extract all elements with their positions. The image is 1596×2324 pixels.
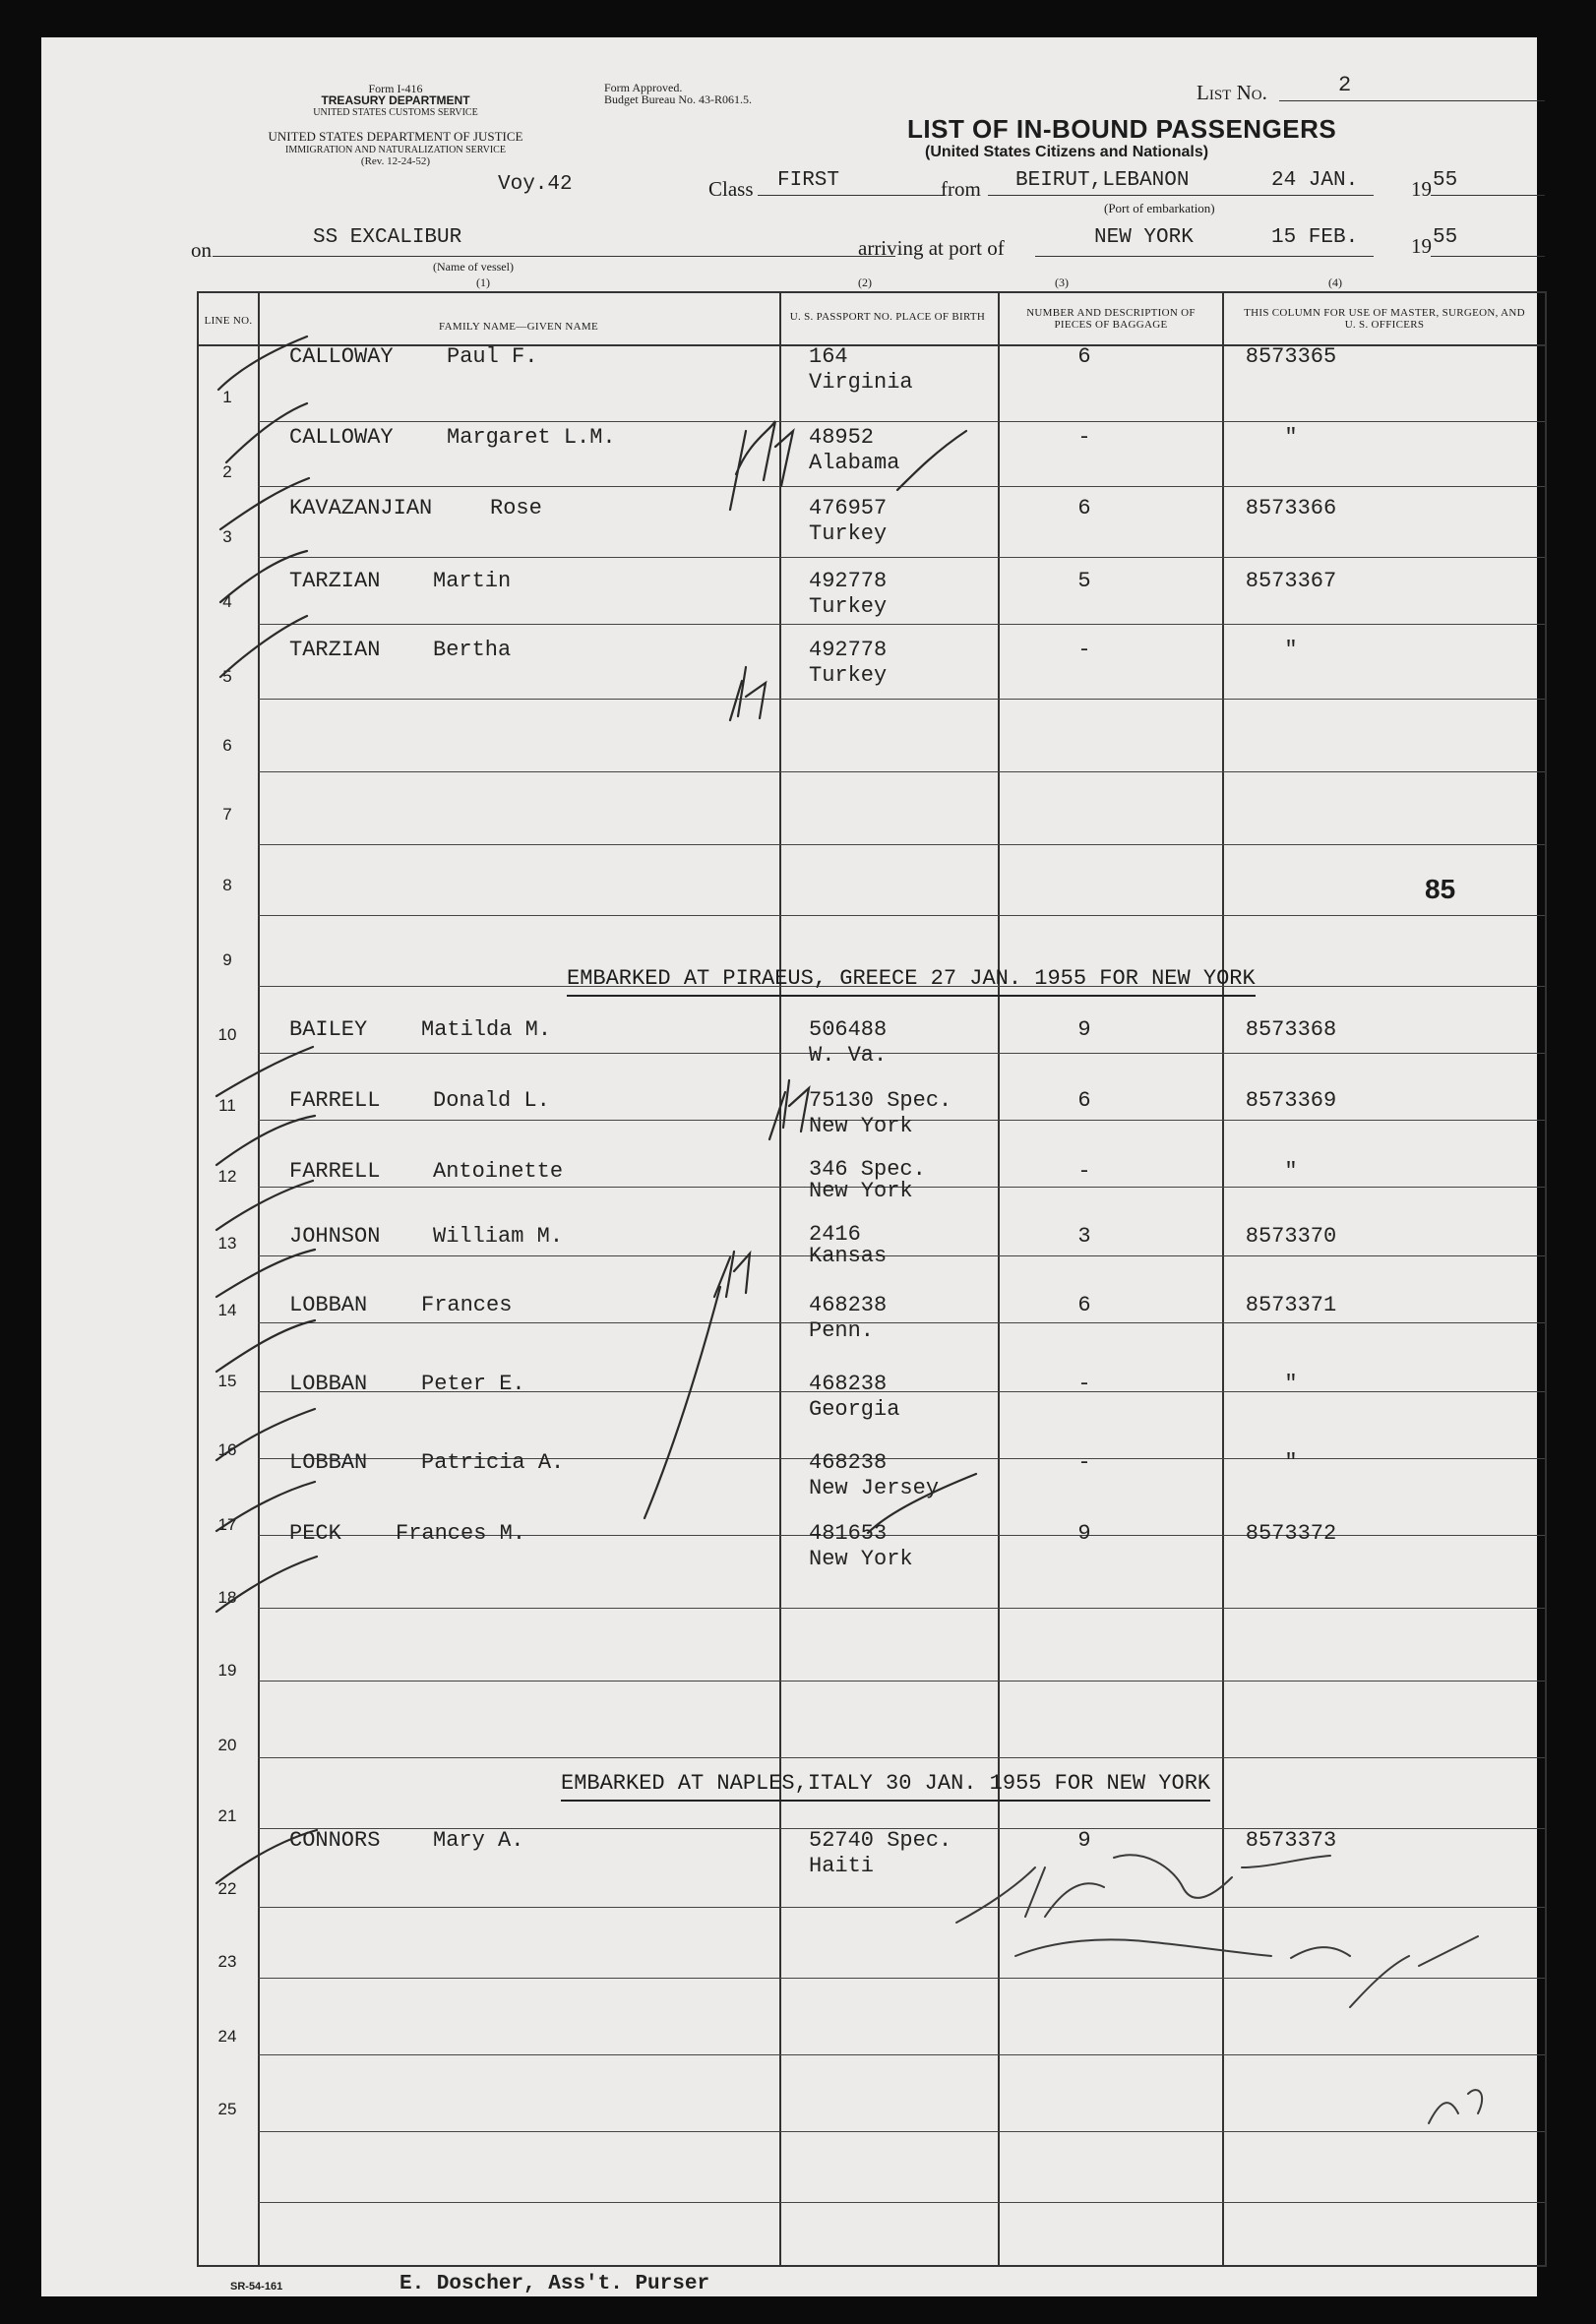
passport-birth: 468238 New Jersey bbox=[809, 1450, 940, 1500]
line-number: 2 bbox=[222, 462, 232, 481]
form-number: Form I-416 bbox=[368, 82, 423, 95]
given-name: Donald L. bbox=[433, 1088, 550, 1113]
family-name: KAVAZANJIAN bbox=[289, 496, 433, 520]
baggage: - bbox=[1077, 638, 1091, 662]
given-name: Peter E. bbox=[421, 1372, 525, 1396]
baggage: 3 bbox=[1077, 1224, 1091, 1249]
section-heading: EMBARKED AT NAPLES,ITALY 30 JAN. 1955 FOR NEW YORK bbox=[561, 1771, 1210, 1796]
family-name: LOBBAN bbox=[289, 1372, 368, 1396]
passport-birth: 468238 Georgia bbox=[809, 1372, 900, 1422]
from-label: from bbox=[941, 177, 981, 201]
vessel-caption: (Name of vessel) bbox=[433, 260, 514, 274]
passport-birth: 164 Virginia bbox=[809, 344, 913, 395]
customs-service: UNITED STATES CUSTOMS SERVICE bbox=[313, 107, 478, 118]
passport-birth: 346 Spec. New York bbox=[809, 1157, 926, 1203]
line-number: 1 bbox=[222, 388, 232, 406]
arrival-year: 55 bbox=[1433, 226, 1458, 249]
checkmark bbox=[868, 1474, 976, 1533]
baggage: - bbox=[1077, 1159, 1091, 1184]
checkmark bbox=[897, 431, 966, 490]
passport-birth: 2416 Kansas bbox=[809, 1222, 888, 1268]
baggage: - bbox=[1077, 1450, 1091, 1475]
baggage: - bbox=[1077, 1372, 1091, 1396]
checkmark bbox=[216, 1047, 313, 1096]
given-name: Frances bbox=[421, 1293, 513, 1317]
document-title: LIST OF IN-BOUND PASSENGERS bbox=[907, 114, 1337, 144]
col-number: (1) bbox=[476, 275, 490, 289]
line-number: 6 bbox=[222, 736, 232, 755]
line-number: 5 bbox=[222, 667, 232, 686]
given-name: Paul F. bbox=[447, 344, 538, 369]
line-number: 11 bbox=[218, 1096, 236, 1115]
given-name: Matilda M. bbox=[421, 1017, 552, 1042]
section-heading: EMBARKED AT PIRAEUS, GREECE 27 JAN. 1955 FOR NEW YORK bbox=[567, 966, 1256, 991]
family-name: TARZIAN bbox=[289, 638, 381, 662]
given-name: Martin bbox=[433, 569, 512, 593]
line-number: 19 bbox=[217, 1661, 237, 1680]
checkmark bbox=[216, 1250, 315, 1297]
checkmark bbox=[216, 1557, 317, 1612]
family-name: FARRELL bbox=[289, 1159, 381, 1184]
given-name: William M. bbox=[433, 1224, 564, 1249]
given-name: Bertha bbox=[433, 638, 512, 662]
passport-birth: 75130 Spec. New York bbox=[809, 1088, 952, 1138]
arrival-year-prefix: 19 bbox=[1411, 234, 1432, 258]
line-number: 25 bbox=[217, 2100, 237, 2118]
baggage: 6 bbox=[1077, 1293, 1091, 1317]
signature-mark bbox=[1015, 1939, 1350, 1958]
baggage: 6 bbox=[1077, 344, 1091, 369]
baggage: 5 bbox=[1077, 569, 1091, 593]
officer-number: 8573371 bbox=[1245, 1293, 1337, 1317]
line-number: 21 bbox=[217, 1806, 237, 1825]
given-name: Antoinette bbox=[433, 1159, 564, 1184]
family-name: FARRELL bbox=[289, 1088, 381, 1113]
checkmark bbox=[226, 403, 307, 462]
embark-year-prefix: 19 bbox=[1411, 177, 1432, 201]
line-number: 7 bbox=[222, 805, 232, 824]
revision: (Rev. 12-24-52) bbox=[360, 155, 431, 167]
justice-dept: UNITED STATES DEPARTMENT OF JUSTICE bbox=[268, 129, 523, 144]
header-line-no: LINE NO. bbox=[204, 315, 253, 327]
purser-signature: E. Doscher, Ass't. Purser bbox=[399, 2273, 710, 2295]
passport-birth: 492778 Turkey bbox=[809, 638, 888, 688]
officer-number: 8573370 bbox=[1245, 1224, 1337, 1249]
checkmark bbox=[220, 551, 307, 602]
line-number: 12 bbox=[217, 1167, 237, 1186]
checkmark bbox=[220, 478, 309, 529]
list-no-value: 2 bbox=[1338, 73, 1352, 97]
treasury-dept: TREASURY DEPARTMENT bbox=[321, 93, 470, 107]
initials-mark bbox=[730, 421, 793, 510]
initials-mark bbox=[730, 667, 766, 720]
passport-birth: 468238 Penn. bbox=[809, 1293, 888, 1343]
line-number: 15 bbox=[217, 1372, 237, 1390]
line-number: 24 bbox=[217, 2027, 237, 2046]
family-name: CALLOWAY bbox=[289, 344, 394, 369]
baggage: 9 bbox=[1077, 1017, 1091, 1042]
given-name: Margaret L.M. bbox=[447, 425, 616, 450]
family-name: TARZIAN bbox=[289, 569, 381, 593]
given-name: Rose bbox=[490, 496, 542, 520]
header-passport: U. S. PASSPORT NO. PLACE OF BIRTH bbox=[789, 311, 986, 323]
family-name: LOBBAN bbox=[289, 1450, 368, 1475]
budget-bureau: Budget Bureau No. 43-R061.5. bbox=[604, 92, 752, 106]
officer-number: 8573365 bbox=[1245, 344, 1337, 369]
officer-number: 8573372 bbox=[1245, 1521, 1337, 1546]
officer-number: " bbox=[1284, 638, 1298, 662]
form-sheet bbox=[41, 37, 1537, 2296]
baggage: 6 bbox=[1077, 1088, 1091, 1113]
checkmark bbox=[216, 1830, 317, 1883]
passenger-table bbox=[197, 291, 1547, 2267]
arriving-label: arriving at port of bbox=[858, 236, 1005, 260]
signature-mark bbox=[956, 1855, 1330, 1923]
vessel-name: SS EXCALIBUR bbox=[313, 226, 462, 249]
line-number: 4 bbox=[222, 592, 232, 611]
col-number: (3) bbox=[1055, 275, 1069, 289]
officer-number: " bbox=[1284, 1159, 1298, 1184]
passport-birth: 506488 W. Va. bbox=[809, 1017, 888, 1068]
passport-birth: 52740 Spec. Haiti bbox=[809, 1828, 952, 1878]
baggage: - bbox=[1077, 425, 1091, 450]
line-number: 9 bbox=[222, 950, 232, 969]
line-number: 23 bbox=[217, 1952, 237, 1971]
officer-number: " bbox=[1284, 1450, 1298, 1475]
col-number: (2) bbox=[858, 275, 872, 289]
form-code: SR-54-161 bbox=[230, 2281, 283, 2293]
document-subtitle: (United States Citizens and Nationals) bbox=[925, 144, 1209, 160]
baggage: 9 bbox=[1077, 1521, 1091, 1546]
line-number: 20 bbox=[217, 1736, 237, 1754]
baggage: 6 bbox=[1077, 496, 1091, 520]
initials-mark bbox=[645, 1252, 750, 1518]
on-label: on bbox=[191, 238, 212, 262]
given-name: Frances M. bbox=[396, 1521, 526, 1546]
handwritten-annotations bbox=[199, 293, 1545, 2265]
family-name: CONNORS bbox=[289, 1828, 381, 1853]
passport-birth: 492778 Turkey bbox=[809, 569, 888, 619]
embark-year: 55 bbox=[1433, 169, 1458, 192]
col-number: (4) bbox=[1328, 275, 1342, 289]
family-name: JOHNSON bbox=[289, 1224, 381, 1249]
given-name: Mary A. bbox=[433, 1828, 524, 1853]
line-number: 10 bbox=[217, 1025, 237, 1044]
checkmark bbox=[216, 1116, 315, 1165]
class-value: FIRST bbox=[777, 169, 840, 192]
line-number: 3 bbox=[222, 527, 232, 546]
line-number: 17 bbox=[217, 1515, 237, 1534]
passport-birth: 48952 Alabama bbox=[809, 425, 900, 475]
officer-number: 8573373 bbox=[1245, 1828, 1337, 1853]
voyage-number: Voy.42 bbox=[498, 173, 573, 196]
line-number: 22 bbox=[217, 1879, 237, 1898]
line-number: 13 bbox=[217, 1234, 237, 1253]
family-name: LOBBAN bbox=[289, 1293, 368, 1317]
line-number: 8 bbox=[222, 876, 232, 894]
passport-birth: 476957 Turkey bbox=[809, 496, 888, 546]
officer-number: 8573367 bbox=[1245, 569, 1337, 593]
line-number: 14 bbox=[217, 1301, 237, 1319]
checkmark bbox=[216, 1482, 315, 1531]
officer-number: 8573369 bbox=[1245, 1088, 1337, 1113]
officer-number: 8573366 bbox=[1245, 496, 1337, 520]
embark-date: 24 JAN. bbox=[1271, 169, 1359, 192]
officer-number: " bbox=[1284, 425, 1298, 450]
family-name: BAILEY bbox=[289, 1017, 368, 1042]
class-label: Class bbox=[708, 177, 754, 201]
passport-birth: 481653 New York bbox=[809, 1521, 913, 1571]
line-number: 16 bbox=[217, 1440, 237, 1459]
signature-mark bbox=[1350, 1936, 1478, 2007]
checkmark bbox=[216, 1409, 315, 1460]
page-mark: 85 bbox=[1425, 874, 1456, 904]
form-approved: Form Approved. bbox=[604, 81, 683, 94]
given-name: Patricia A. bbox=[421, 1450, 565, 1475]
checkmark bbox=[216, 1320, 315, 1372]
line-number: 18 bbox=[217, 1588, 237, 1607]
family-name: PECK bbox=[289, 1521, 341, 1546]
checkmark bbox=[216, 1181, 313, 1230]
header-baggage: NUMBER AND DESCRIPTION OF PIECES OF BAGGAGE bbox=[1026, 307, 1196, 331]
arrival-date: 15 FEB. bbox=[1271, 226, 1359, 249]
officer-number: " bbox=[1284, 1372, 1298, 1396]
ins-service: IMMIGRATION AND NATURALIZATION SERVICE bbox=[285, 145, 506, 155]
officer-number: 8573368 bbox=[1245, 1017, 1337, 1042]
checkmark bbox=[220, 616, 307, 677]
port-caption: (Port of embarkation) bbox=[1104, 201, 1215, 215]
list-no-label: List No. bbox=[1197, 81, 1267, 104]
header-officers: THIS COLUMN FOR USE OF MASTER, SURGEON, AND U. S. OFFICERS bbox=[1244, 307, 1525, 331]
signature-mark bbox=[1429, 2090, 1482, 2123]
embark-port: BEIRUT,LEBANON bbox=[1015, 169, 1190, 192]
baggage: 9 bbox=[1077, 1828, 1091, 1853]
checkmark bbox=[218, 336, 307, 390]
arrival-port: NEW YORK bbox=[1094, 226, 1194, 249]
family-name: CALLOWAY bbox=[289, 425, 394, 450]
header-name: FAMILY NAME—GIVEN NAME bbox=[439, 321, 598, 333]
initials-mark bbox=[769, 1080, 809, 1139]
